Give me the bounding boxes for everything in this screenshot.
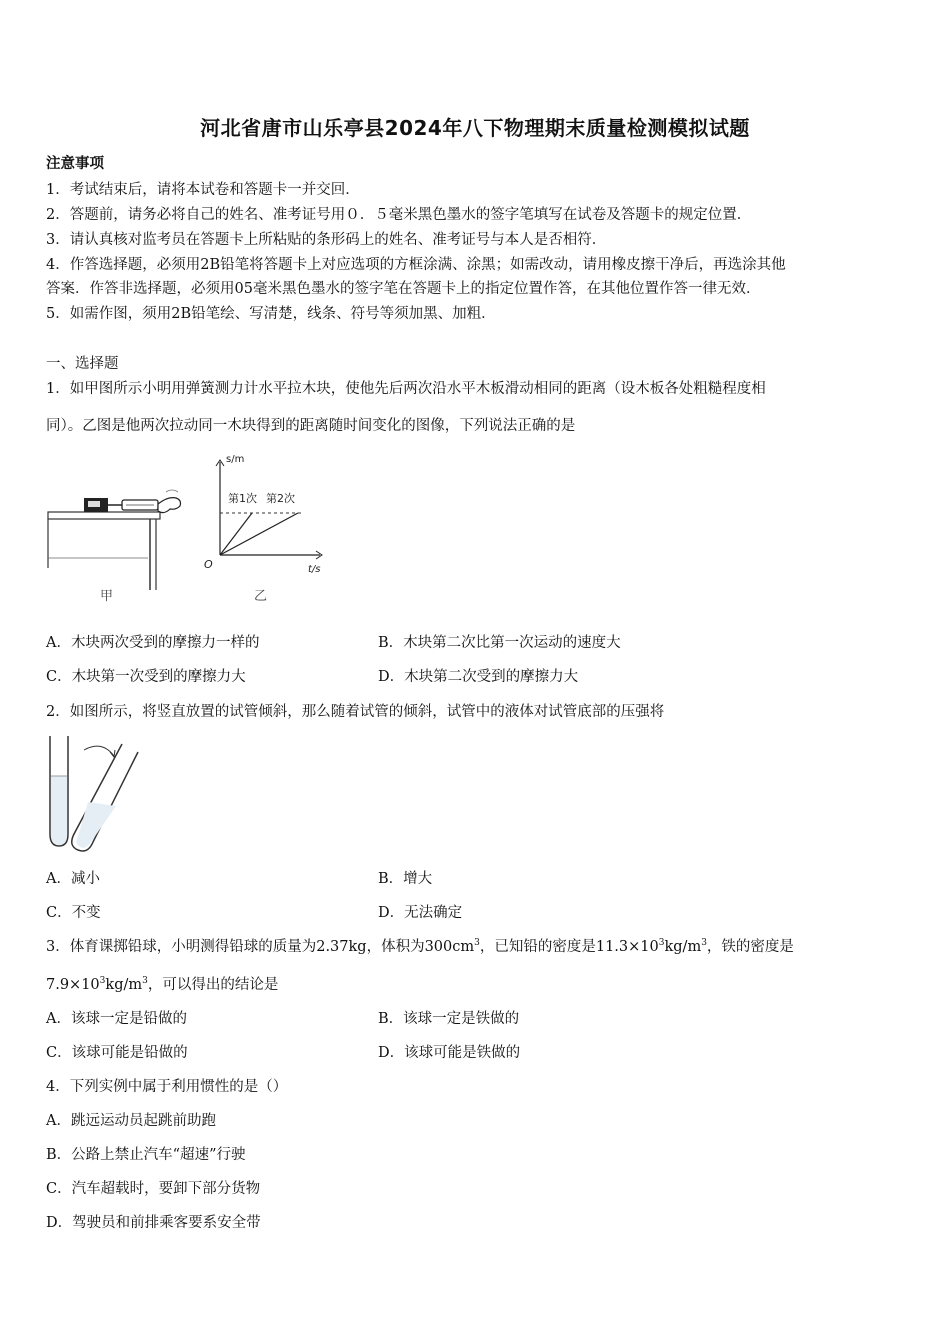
q4-option-b: B．公路上禁止汽车“超速”行驶 — [46, 1147, 246, 1163]
q3-option-a: A．该球一定是铅做的 — [46, 1011, 187, 1027]
q3-option-d: D．该球可能是铁做的 — [378, 1045, 521, 1061]
notice-item-2: 2．答题前，请务必将自己的姓名、准考证号用０．５毫米黑色墨水的签字笔填写在试卷及答题卡的规定位置． — [46, 207, 752, 223]
q1-text-line2: 同）。乙图是他两次拉动同一木块得到的距离随时间变化的图像，下列说法正确的是 — [46, 418, 576, 434]
q1-option-d: D．木块第二次受到的摩擦力大 — [378, 669, 579, 685]
q2-option-d: D．无法确定 — [378, 905, 463, 921]
series-label-1: 第1次 — [228, 492, 257, 505]
q4-text: 4．下列实例中属于利用惯性的是（） — [46, 1079, 288, 1095]
notice-heading: 注意事项 — [46, 155, 104, 172]
q1-option-b: B．木块第二次比第一次运动的速度大 — [378, 635, 621, 651]
q1-fig-label-left: 甲 — [100, 589, 114, 604]
q2-option-c: C．不变 — [46, 905, 101, 921]
upright-test-tube — [50, 736, 68, 846]
series-line-1 — [220, 513, 252, 555]
hand-lines — [166, 490, 178, 492]
y-axis-label: s/m — [226, 454, 245, 465]
notice-item-3: 3．请认真核对监考员在答题卡上所粘贴的条形码上的姓名、准考证号与本人是否相符． — [46, 232, 607, 248]
origin-label: O — [204, 558, 213, 571]
q1-option-c: C．木块第一次受到的摩擦力大 — [46, 669, 246, 685]
series-label-2: 第2次 — [266, 492, 295, 505]
series-line-2 — [220, 513, 298, 555]
tilted-test-tube — [72, 744, 138, 851]
q2-option-a: A．减小 — [46, 871, 100, 887]
q1-apparatus-figure — [48, 490, 181, 604]
q3-text-line2: $7.9\times 10^3kg/m^3$，可以得出的结论是 — [46, 976, 279, 993]
q1-text-line1: 1．如甲图所示小明用弹簧测力计水平拉木块，使他先后两次沿水平木板滑动相同的距离（设木板各处粗糙程度相 — [46, 381, 766, 397]
table-top — [48, 512, 160, 519]
q1-graph — [204, 454, 322, 604]
x-axis-label: t/s — [308, 564, 321, 575]
notice-item-4-cont: 答案．作答非选择题，必须用05毫米黑色墨水的签字笔在答题卡上的指定位置作答，在其他位置作答一律无效． — [46, 281, 761, 297]
q1-figure — [40, 440, 340, 610]
q3-option-b: B．该球一定是铁做的 — [378, 1011, 520, 1027]
q4-option-d: D．驾驶员和前排乘客要系安全带 — [46, 1215, 261, 1231]
tilt-arrow — [84, 746, 114, 756]
q2-text: 2．如图所示，将竖直放置的试管倾斜，那么随着试管的倾斜，试管中的液体对试管底部的压强将 — [46, 704, 665, 720]
notice-item-1: 1．考试结束后，请将本试卷和答题卡一并交回． — [46, 182, 360, 198]
hand-icon — [158, 498, 181, 513]
q4-option-a: A．跳远运动员起跳前助跑 — [46, 1113, 216, 1129]
q3-option-c: C．该球可能是铅做的 — [46, 1045, 188, 1061]
block-label — [88, 501, 100, 507]
q3-text-line1: 3．体育课掷铅球，小明测得铅球的质量为2.37kg，体积为$300cm^3$，已知铅的密度是$11.3\times 10^3kg/m^3$，铁的密度是 — [46, 938, 794, 955]
notice-item-5: 5．如需作图，须用2B铅笔绘、写清楚，线条、符号等须加黑、加粗． — [46, 306, 496, 322]
q1-option-a: A．木块两次受到的摩擦力一样的 — [46, 635, 260, 651]
q4-option-c: C．汽车超载时，要卸下部分货物 — [46, 1181, 261, 1197]
q2-figure — [44, 734, 154, 852]
notice-item-4: 4．作答选择题，必须用2B铅笔将答题卡上对应选项的方框涂满、涂黑；如需改动，请用橡皮擦干净后，再选涂其他 — [46, 257, 786, 273]
q2-option-b: B．增大 — [378, 871, 433, 887]
section-heading: 一、选择题 — [46, 356, 119, 372]
q1-fig-label-right: 乙 — [254, 589, 268, 604]
page-title: 河北省唐市山乐亭县2024年八下物理期末质量检测模拟试题 — [200, 116, 750, 140]
